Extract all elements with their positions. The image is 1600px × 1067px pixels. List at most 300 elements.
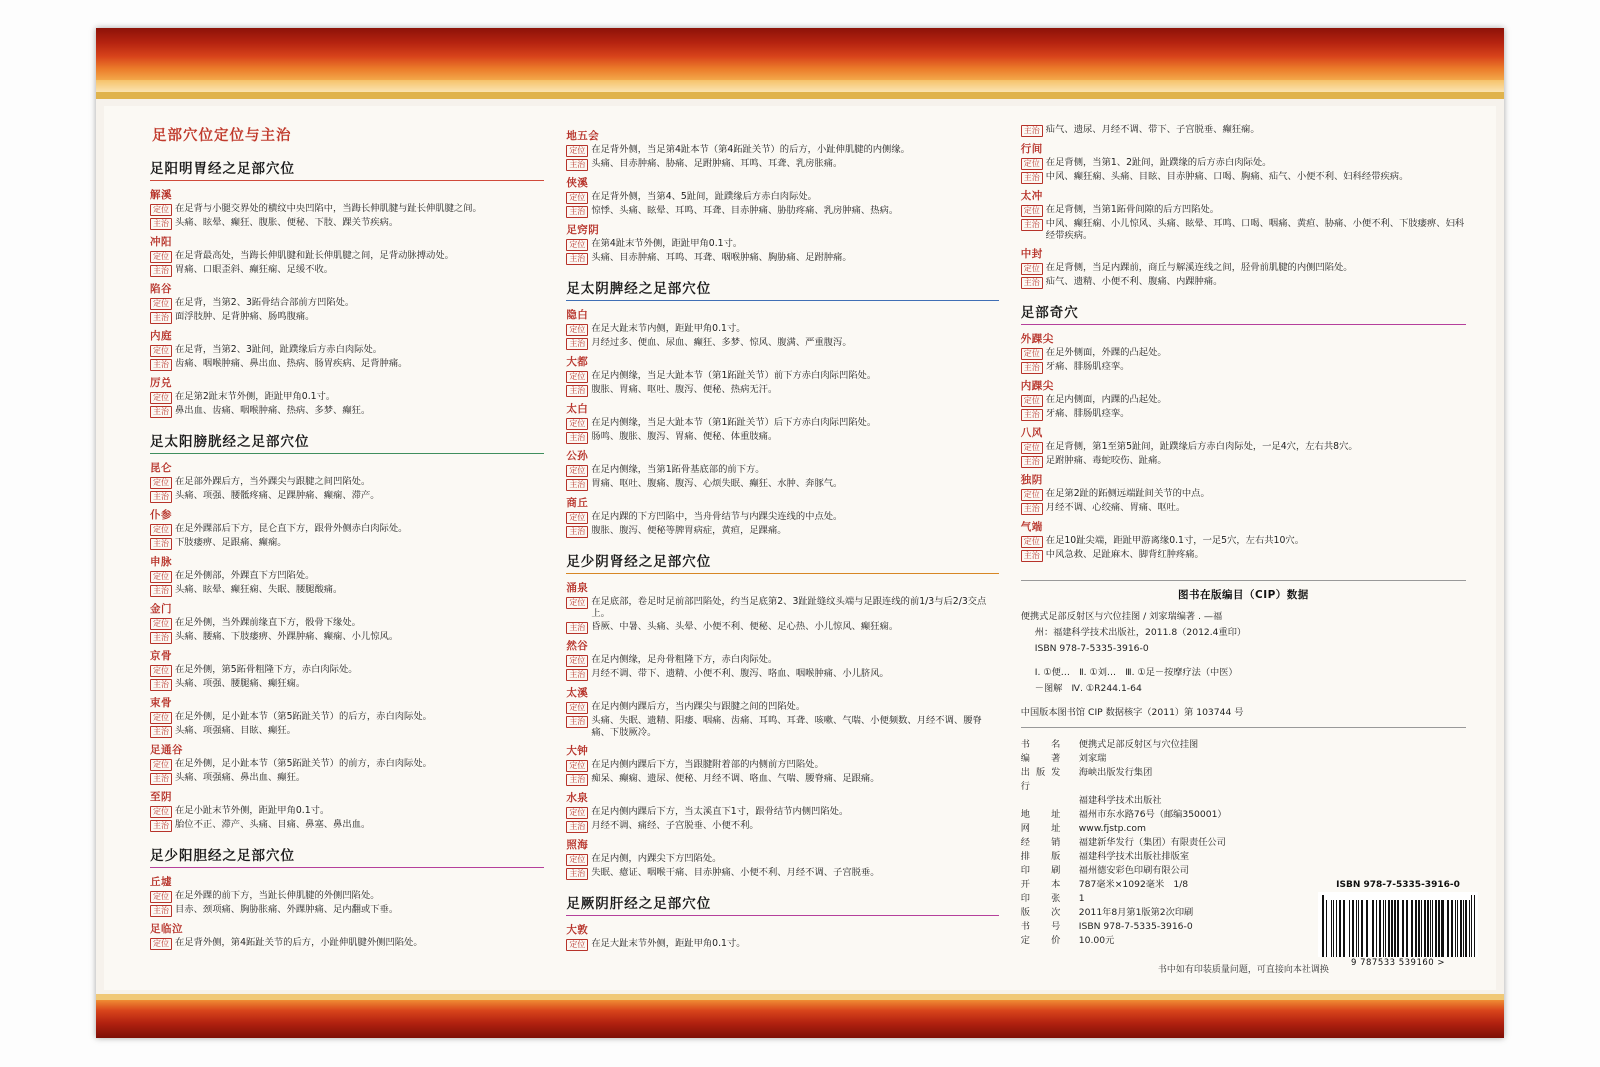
indication-text: 头痛、眩晕、癫狂、腹胀、便秘、下肢、踝关节疾病。 (175, 217, 399, 228)
location-tag: 定位 (150, 938, 172, 950)
imprint-row (1021, 836, 1466, 850)
indication-tag: 主治 (150, 359, 172, 371)
imprint-key: 编 著 (1020, 753, 1067, 764)
indication-tag: 主治 (1021, 277, 1043, 289)
imprint-key: 印 刷 (1020, 865, 1067, 876)
section-title-bladder: 足太阳膀胱经之足部穴位 (150, 430, 544, 454)
location-text: 在足外侧，当外踝前缘直下方，骰骨下缘处。 (175, 617, 361, 628)
indication-text: 中风、癫狂痫、头痛、目眩、目赤肿痛、口喝、胸痛、疝气、小便不利、妇科经带疾病。 (1045, 171, 1409, 182)
acupoint-name: 八风 (1020, 427, 1043, 439)
imprint-key: 排 版 (1020, 851, 1067, 862)
acupoint-entry (150, 601, 544, 644)
acupoint-entry (566, 401, 998, 444)
acupoint-indication-line (1021, 361, 1466, 374)
indication-text: 齿痛、咽喉肿痛、鼻出血、热病、肠胃疾病、足背肿痛。 (175, 358, 408, 369)
acupoint-location-line (566, 464, 998, 477)
location-tag: 定位 (150, 891, 172, 903)
location-tag: 定位 (566, 512, 588, 524)
section-liver (566, 892, 998, 951)
acupoint-name: 大钟 (566, 745, 589, 757)
location-text: 在足外侧，第5跖骨粗隆下方，赤白肉际处。 (175, 664, 358, 675)
acupoint-name: 地五会 (566, 130, 600, 142)
column-middle (566, 124, 998, 980)
acupoint-name: 内踝尖 (1020, 380, 1054, 392)
acupoint-entry (150, 187, 544, 230)
acupoint-name: 太溪 (566, 687, 589, 699)
location-text: 在第4趾末节外侧，距趾甲角0.1寸。 (591, 238, 743, 249)
location-tag: 定位 (566, 239, 588, 251)
imprint-value: 福州市东水路76号（邮编350001） (1078, 809, 1227, 820)
acupoint-indication-line (150, 217, 544, 230)
acupoint-name: 仆参 (150, 509, 172, 521)
imprint-key: 地 址 (1020, 809, 1067, 820)
cip-registry: 中国版本图书馆 CIP 数据核字（2011）第 103744 号 (1020, 707, 1244, 718)
indication-tag: 主治 (150, 905, 172, 917)
location-text: 在足外踝的前下方，当趾长伸肌腱的外侧凹陷处。 (175, 890, 380, 901)
indication-text: 疝气、遗精、小便不利、腹痛、内踝肿痛。 (1045, 276, 1223, 287)
location-text: 在足小趾末节外侧，距趾甲角0.1寸。 (175, 805, 330, 816)
acupoint-location-line (1021, 157, 1466, 170)
acupoint-indication-line (150, 405, 544, 418)
imprint-value: 10.00元 (1078, 935, 1115, 946)
location-tag: 定位 (150, 759, 172, 771)
location-text: 在足10趾尖端，距趾甲游离缘0.1寸，一足5穴，左右共10穴。 (1045, 535, 1304, 546)
indication-text: 胎位不正、滞产、头痛、目痛、鼻塞、鼻出血。 (175, 819, 371, 830)
imprint-key: 出版发行 (1020, 767, 1067, 792)
imprint-value: 福州德安彩色印刷有限公司 (1078, 865, 1190, 876)
indication-tag: 主治 (1021, 550, 1043, 562)
location-text: 在足背，当第2、3趾间，趾蹼缘后方赤白肉际处。 (175, 344, 383, 355)
location-text: 在足内侧内踝后下方，当太溪直下1寸，跟骨结节内侧凹陷处。 (591, 806, 849, 817)
acupoint-entry (566, 128, 998, 171)
section-title-extra: 足部奇穴 (1021, 301, 1466, 325)
acupoint-entry (566, 743, 998, 786)
indication-tag: 主治 (566, 432, 588, 444)
acupoint-location-line (150, 250, 544, 263)
acupoint-entry (150, 507, 544, 550)
indication-text: 下肢痿痹、足跟痛、癫痫。 (175, 537, 287, 548)
point-list-spleen (566, 307, 998, 538)
acupoint-entry (150, 234, 544, 277)
location-tag: 定位 (1021, 536, 1043, 548)
acupoint-indication-line (566, 158, 998, 171)
indication-text: 头痛、项强痛、鼻出血、癫狂。 (175, 772, 306, 783)
indication-tag: 主治 (150, 820, 172, 832)
acupoint-entry (566, 685, 998, 739)
acupoint-entry (1021, 472, 1466, 515)
acupoint-name: 申脉 (150, 556, 172, 568)
location-tag: 定位 (1021, 442, 1043, 454)
imprint-row (1021, 766, 1466, 794)
imprint-key: 网 址 (1020, 823, 1067, 834)
isbn-text: ISBN 978-7-5335-3916-0 (1336, 880, 1460, 890)
acupoint-entry (566, 175, 998, 218)
indication-tag: 主治 (566, 868, 588, 880)
acupoint-entry (566, 354, 998, 397)
content-paper (104, 106, 1496, 990)
acupoint-indication-line (1021, 276, 1466, 289)
section-gallbladder (150, 844, 544, 950)
indication-text: 疝气、遗尿、月经不调、带下、子宫脱垂、癫狂痫。 (1045, 124, 1260, 135)
location-text: 在足内踝的下方凹陷中，当舟骨结节与内踝尖连线的中点处。 (591, 511, 843, 522)
acupoint-name: 水泉 (566, 792, 589, 804)
imprint-value: 福建新华发行（集团）有限责任公司 (1078, 837, 1226, 848)
indication-text: 惊悸、头痛、眩晕、耳鸣、耳聋、目赤肿痛、胁肋疼痛、乳房肿痛、热病。 (591, 205, 899, 216)
indication-tag: 主治 (566, 159, 588, 171)
acupoint-entry (1021, 141, 1466, 184)
acupoint-entry (566, 922, 998, 951)
acupoint-indication-line (1021, 549, 1466, 562)
acupoint-location-line (150, 890, 544, 903)
acupoint-name: 丘墟 (150, 876, 172, 888)
location-tag: 定位 (566, 418, 588, 430)
acupoint-indication-line (150, 631, 544, 644)
acupoint-name: 冲阳 (150, 236, 172, 248)
location-tag: 定位 (566, 702, 588, 714)
indication-text: 头痛、目赤肿痛、耳鸣、耳聋、咽喉肿痛、胸胁痛、足跗肿痛。 (591, 252, 852, 263)
acupoint-location-line (566, 853, 998, 866)
imprint-value: 福建科学技术出版社排版室 (1078, 851, 1190, 862)
location-text: 在足外侧部，外踝直下方凹陷处。 (175, 570, 315, 581)
acupoint-name: 太冲 (1020, 190, 1043, 202)
location-text: 在足内侧内踝后下方，当跟腱附着部的内侧前方凹陷处。 (591, 759, 824, 770)
location-tag: 定位 (150, 251, 172, 263)
acupoint-name: 隐白 (566, 309, 589, 321)
acupoint-entry (150, 281, 544, 324)
acupoint-location-line (150, 391, 544, 404)
three-column-layout (150, 124, 1466, 980)
acupoint-location-line (566, 511, 998, 524)
acupoint-name: 大都 (566, 356, 589, 368)
acupoint-entry (566, 307, 998, 350)
location-tag: 定位 (566, 807, 588, 819)
acupoint-entry (566, 495, 998, 538)
acupoint-indication-line (1021, 171, 1466, 184)
indication-tag: 主治 (150, 679, 172, 691)
acupoint-entry (1021, 378, 1466, 421)
cip-classification (1021, 666, 1466, 695)
acupoint-name: 大敦 (566, 924, 589, 936)
acupoint-name: 太白 (566, 403, 589, 415)
imprint-value: 福建科学技术出版社 (1078, 795, 1162, 806)
cip-header: 图书在版编目（CIP）数据 (1177, 589, 1309, 601)
location-text: 在足大趾末节内侧，距趾甲角0.1寸。 (591, 323, 746, 334)
acupoint-indication-line (566, 252, 998, 265)
acupoint-name: 气端 (1020, 521, 1043, 533)
section-extra-points (1021, 301, 1466, 562)
acupoint-location-line (150, 476, 544, 489)
location-tag: 定位 (566, 854, 588, 866)
location-text: 在足内侧，内踝尖下方凹陷处。 (591, 853, 722, 864)
acupoint-entry (566, 790, 998, 833)
column-right (1021, 124, 1466, 980)
acupoint-name: 解溪 (150, 189, 172, 201)
acupoint-indication-line (1021, 502, 1466, 515)
indication-tag: 主治 (150, 265, 172, 277)
acupoint-name: 金门 (150, 603, 172, 615)
location-text: 在足背侧，第1至第5趾间，趾蹼缘后方赤白肉际处，一足4穴，左右共8穴。 (1045, 441, 1358, 452)
barcode-bars (1318, 892, 1478, 957)
location-tag: 定位 (1021, 348, 1043, 360)
indication-text: 痴呆、癫痫、遗尿、便秘、月经不调、咯血、气喘、腰脊痛、足跟痛。 (591, 773, 880, 784)
location-text: 在足外侧，足小趾本节（第5跖趾关节）的后方，赤白肉际处。 (175, 711, 432, 722)
acupoint-location-line (150, 711, 544, 724)
acupoint-location-line (150, 805, 544, 818)
imprint-row (1021, 794, 1466, 808)
indication-tag: 主治 (1021, 503, 1043, 515)
poster-sheet (96, 28, 1504, 1038)
location-text: 在足背外侧，当第4、5趾间，趾蹼缘后方赤白肉际处。 (591, 191, 817, 202)
indication-text: 月经不调、心绞痛、胃痛、呕吐。 (1045, 502, 1186, 513)
indication-tag: 主治 (566, 338, 588, 350)
acupoint-name: 京骨 (150, 650, 172, 662)
acupoint-indication-line (566, 431, 998, 444)
indication-text: 面浮肢肿、足背肿痛、肠鸣腹痛。 (175, 311, 315, 322)
acupoint-name: 然谷 (566, 640, 589, 652)
acupoint-entry (1021, 425, 1466, 468)
acupoint-entry (566, 837, 998, 880)
indication-tag: 主治 (566, 669, 588, 681)
indication-tag: 主治 (1021, 409, 1043, 421)
cip-class-line: Ⅰ. ①便… Ⅱ. ①刘… Ⅲ. ①足－按摩疗法（中医） (1034, 667, 1238, 678)
location-text: 在足背侧，当第1、2趾间，趾蹼缘的后方赤白肉际处。 (1045, 157, 1272, 168)
indication-text: 目赤、颈项痛、胸胁胀痛、外踝肿痛、足内翻或下垂。 (175, 904, 399, 915)
acupoint-entry (150, 375, 544, 418)
indication-text: 足跗肿痛、毒蛇咬伤、趾痛。 (1045, 455, 1167, 466)
point-list-gallbladder (150, 874, 544, 950)
location-tag: 定位 (150, 524, 172, 536)
imprint-row (1021, 850, 1466, 864)
location-tag: 定位 (150, 806, 172, 818)
location-text: 在足外侧，足小趾本节（第5跖趾关节）的前方，赤白肉际处。 (175, 758, 432, 769)
acupoint-entry (1021, 331, 1466, 374)
acupoint-location-line (566, 654, 998, 667)
acupoint-entry (150, 695, 544, 738)
location-text: 在足内侧面，内踝的凸起处。 (1045, 394, 1167, 405)
acupoint-location-line (566, 596, 998, 620)
acupoint-location-line (150, 758, 544, 771)
acupoint-indication-line (1021, 455, 1466, 468)
indication-tag: 主治 (566, 385, 588, 397)
acupoint-location-line (1021, 535, 1466, 548)
location-tag: 定位 (566, 597, 588, 609)
cip-line: 州：福建科学技术出版社，2011.8（2012.4重印） (1034, 627, 1247, 638)
location-text: 在足背外侧，第4跖趾关节的后方，小趾伸肌腱外侧凹陷处。 (175, 937, 423, 948)
acupoint-location-line (1021, 488, 1466, 501)
indication-text: 头痛、项强、腰腿痛、癫狂痫。 (175, 678, 306, 689)
section-spleen (566, 277, 998, 538)
acupoint-indication-line (566, 337, 998, 350)
acupoint-indication-line (150, 490, 544, 503)
indication-text: 腹胀、胃痛、呕吐、腹泻、便秘、热病无汗。 (591, 384, 778, 395)
section-title-liver: 足厥阴肝经之足部穴位 (566, 892, 998, 916)
indication-tag: 主治 (1021, 172, 1043, 184)
acupoint-name: 足通谷 (150, 744, 183, 756)
acupoint-location-line (566, 323, 998, 336)
acupoint-entry (150, 789, 544, 832)
acupoint-indication-line (566, 478, 998, 491)
location-text: 在足第2趾的跖侧远端趾间关节的中点。 (1045, 488, 1210, 499)
location-tag: 定位 (150, 298, 172, 310)
section-title-spleen: 足太阴脾经之足部穴位 (566, 277, 998, 301)
location-text: 在足内侧缘，足舟骨粗隆下方，赤白肉际处。 (591, 654, 778, 665)
acupoint-name: 厉兑 (150, 377, 172, 389)
indication-text: 腹胀、腹泻、便秘等脾胃病症，黄疸，足踝痛。 (591, 525, 787, 536)
point-list-bladder (150, 460, 544, 832)
indication-text: 月经不调、痛经、子宫脱垂、小便不利。 (591, 820, 759, 831)
acupoint-indication-line (566, 668, 998, 681)
acupoint-indication-line (150, 311, 544, 324)
section-kidney (566, 550, 998, 880)
acupoint-location-line (566, 759, 998, 772)
acupoint-name: 商丘 (566, 497, 589, 509)
cip-lines (1021, 610, 1466, 655)
quality-note: 书中如有印装质量问题，可直接向本社调换 (1157, 965, 1329, 975)
cip-divider (1021, 727, 1466, 728)
cip-class-line: －图解 Ⅳ. ①R244.1-64 (1034, 683, 1142, 694)
barcode-area (1318, 880, 1478, 968)
indication-tag: 主治 (566, 206, 588, 218)
section-stomach (150, 157, 544, 418)
acupoint-location-line (566, 238, 998, 251)
acupoint-entry (150, 460, 544, 503)
indication-tag: 主治 (566, 716, 588, 728)
indication-text: 肠鸣、腹胀、腹泻、胃痛、便秘、体重肢痛。 (591, 431, 778, 442)
indication-tag: 主治 (150, 312, 172, 324)
location-tag: 定位 (1021, 489, 1043, 501)
location-text: 在足背，当第2、3跖骨结合部前方凹陷处。 (175, 297, 355, 308)
imprint-value: 2011年8月第1版第2次印刷 (1078, 907, 1194, 918)
acupoint-location-line (566, 701, 998, 714)
indication-tag: 主治 (566, 622, 588, 634)
acupoint-location-line (150, 617, 544, 630)
acupoint-indication-line (150, 358, 544, 371)
indication-tag: 主治 (150, 632, 172, 644)
imprint-key: 开 本 (1020, 879, 1067, 890)
imprint-value: 便携式足部反射区与穴位挂图 (1078, 739, 1199, 750)
indication-tag: 主治 (1021, 125, 1043, 137)
indication-text: 中风急救、足趾麻木、脚背红肿疼痛。 (1045, 549, 1204, 560)
acupoint-name: 中封 (1020, 248, 1043, 260)
column-left (150, 124, 544, 980)
acupoint-indication-line (566, 205, 998, 218)
acupoint-name: 行间 (1020, 143, 1043, 155)
gold-rule (96, 92, 1504, 99)
acupoint-entry (1021, 246, 1466, 289)
location-tag: 定位 (1021, 205, 1043, 217)
liver-first-indication (1021, 124, 1466, 137)
location-tag: 定位 (1021, 395, 1043, 407)
location-text: 在足内侧内踝后方，当内踝尖与跟腱之间的凹陷处。 (591, 701, 806, 712)
imprint-row (1021, 738, 1466, 752)
acupoint-indication-line (566, 621, 998, 634)
indication-tag: 主治 (1021, 362, 1043, 374)
acupoint-location-line (566, 144, 998, 157)
location-text: 在足底部，卷足时足前部凹陷处，约当足底第2、3趾趾缝纹头端与足跟连线的前1/3与后2/3交点上。 (591, 596, 987, 619)
acupoint-location-line (1021, 347, 1466, 360)
acupoint-entry (1021, 519, 1466, 562)
indication-tag: 主治 (150, 406, 172, 418)
imprint-value: 787毫米×1092毫米 1/8 (1078, 879, 1189, 890)
indication-text: 胃痛、口眼歪斜、癫狂痫、足缓不收。 (175, 264, 334, 275)
acupoint-indication-line (1021, 218, 1466, 242)
indication-text: 牙痛、腓肠肌痉挛。 (1045, 408, 1130, 419)
location-text: 在足内侧缘，当足大趾本节（第1跖趾关节）前下方赤白肉际凹陷处。 (591, 370, 877, 381)
location-tag: 定位 (150, 204, 172, 216)
indication-text: 昏厥、中暑、头痛、头晕、小便不利、便秘、足心热、小儿惊风、癫狂痫。 (591, 621, 899, 632)
section-title-stomach: 足阳明胃经之足部穴位 (150, 157, 544, 181)
acupoint-location-line (566, 370, 998, 383)
location-text: 在足内侧缘，当第1跖骨基底部的前下方。 (591, 464, 765, 475)
acupoint-name: 外踝尖 (1020, 333, 1054, 345)
acupoint-location-line (1021, 262, 1466, 275)
acupoint-name: 侠溪 (566, 177, 589, 189)
location-text: 在足内侧缘，当足大趾本节（第1跖趾关节）后下方赤白肉际凹陷处。 (591, 417, 877, 428)
indication-text: 牙痛、腓肠肌痉挛。 (1045, 361, 1130, 372)
indication-text: 中风、癫狂痫、小儿惊风、头痛、眩晕、耳鸣、口喝、咽痛、黄疸、胁痛、小便不利、下肢痿痹、妇科经带疾病。 (1045, 218, 1465, 241)
indication-tag: 主治 (150, 773, 172, 785)
location-text: 在足背侧，当足内踝前，商丘与解溪连线之间，胫骨前肌腱的内侧凹陷处。 (1045, 262, 1353, 273)
point-list-extra (1021, 331, 1466, 562)
imprint-key: 经 销 (1020, 837, 1067, 848)
location-text: 在足外踝部后下方，昆仑直下方，跟骨外侧赤白肉际处。 (175, 523, 408, 534)
indication-text: 头痛、失眠、遗精、阳痿、咽痛、齿痛、耳鸣、耳聋、咳嗽、气喘、小便频数、月经不调、腰脊痛、下肢厥冷。 (591, 715, 982, 738)
location-tag: 定位 (566, 145, 588, 157)
location-tag: 定位 (566, 465, 588, 477)
acupoint-indication-line (150, 819, 544, 832)
acupoint-entry (566, 448, 998, 491)
acupoint-indication-line (566, 384, 998, 397)
indication-text: 鼻出血、齿痛、咽喉肿痛、热病、多梦、癫狂。 (175, 405, 371, 416)
point-list-stomach (150, 187, 544, 418)
indication-tag: 主治 (150, 585, 172, 597)
acupoint-indication-line (150, 904, 544, 917)
location-text: 在足外侧面，外踝的凸起处。 (1045, 347, 1167, 358)
top-light-band (96, 80, 1504, 92)
acupoint-entry (1021, 188, 1466, 242)
imprint-value: www.fjstp.com (1078, 823, 1146, 834)
acupoint-indication-line (150, 264, 544, 277)
acupoint-entry (150, 921, 544, 950)
indication-tag: 主治 (1021, 456, 1043, 468)
acupoint-indication-line (1021, 408, 1466, 421)
point-list-gallbladder-cont (566, 128, 998, 265)
location-tag: 定位 (566, 655, 588, 667)
section-title-kidney: 足少阴肾经之足部穴位 (566, 550, 998, 574)
page-title: 足部穴位定位与主治 (152, 128, 292, 144)
indication-text: 头痛、眩晕、癫狂痫、失眠、腰腿酸痛。 (175, 584, 343, 595)
acupoint-location-line (566, 191, 998, 204)
acupoint-indication-line (566, 867, 998, 880)
indication-tag: 主治 (150, 491, 172, 503)
location-tag: 定位 (150, 618, 172, 630)
location-tag: 定位 (566, 324, 588, 336)
acupoint-name: 至阴 (150, 791, 172, 803)
indication-text: 头痛、项强痛、目眩、癫狂。 (175, 725, 296, 736)
indication-tag: 主治 (566, 526, 588, 538)
imprint-key: 印 张 (1020, 893, 1067, 904)
acupoint-indication-line (566, 715, 998, 739)
indication-tag: 主治 (566, 253, 588, 265)
indication-tag: 主治 (150, 218, 172, 230)
liver-continued (1021, 124, 1466, 137)
location-text: 在足背与小腿交界处的横纹中央凹陷中，当踇长伸肌腱与趾长伸肌腱之间。 (175, 203, 482, 214)
location-text: 在足背外侧，当足第4趾本节（第4跖趾关节）的后方，小趾伸肌腱的内侧缘。 (591, 144, 910, 155)
cip-line: 便携式足部反射区与穴位挂图 / 刘家瑞编著 . —福 (1020, 611, 1223, 622)
acupoint-indication-line (566, 773, 998, 786)
imprint-value: ISBN 978-7-5335-3916-0 (1078, 921, 1193, 932)
acupoint-name: 涌泉 (566, 582, 589, 594)
